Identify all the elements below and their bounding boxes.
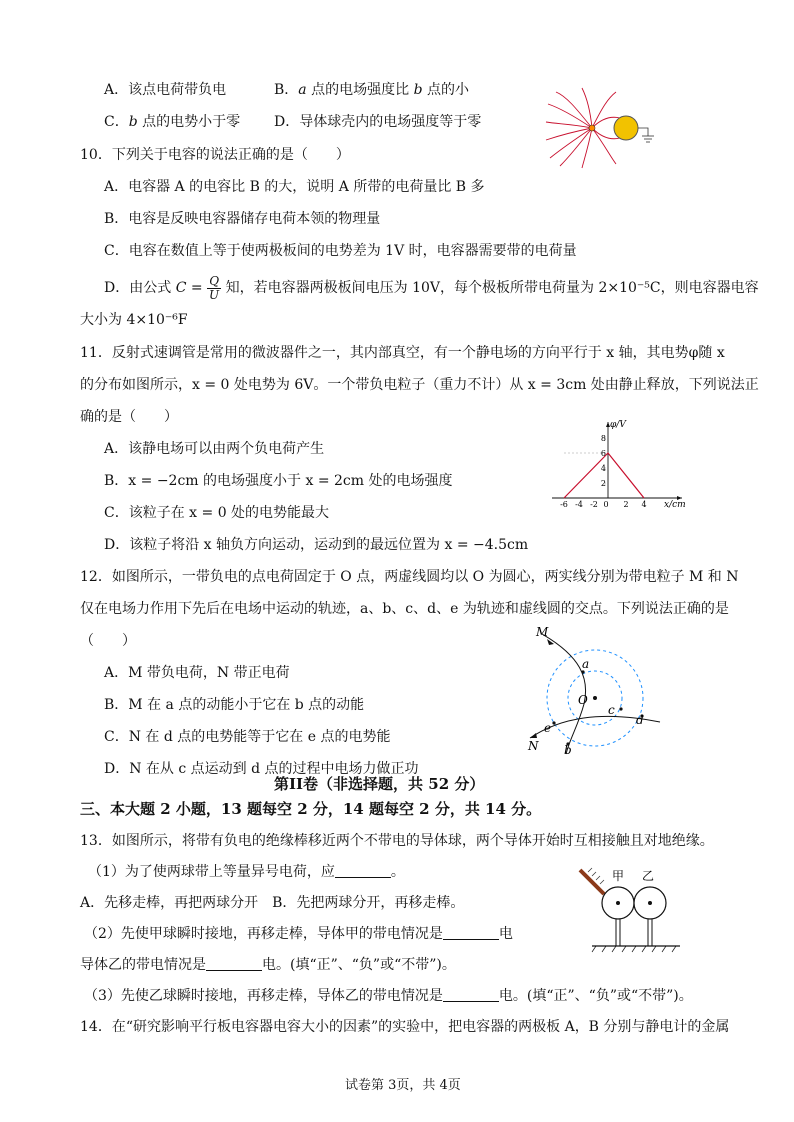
q9-option-d: D．导体球壳内的电场强度等于零 [274,114,482,130]
capacitance-fraction: $\frac{Q}{U}$ [209,273,220,302]
q13-part2-blank-b[interactable] [206,956,262,971]
intersection-points [552,670,643,745]
q12-stem-line3: （ ） [80,633,136,649]
ground-wire [638,128,648,136]
x-tick-neg4: -4 [575,500,583,509]
q14-stem: 14．在“研究影响平行板电容器电容大小的因素”的实验中，把电容器的两极板 A，B 分别与静电计的金属 [80,1019,730,1035]
q10-option-b: B．电容是反映电容器储存电荷本领的物理量 [104,211,381,227]
q11-stem-line1: 11．反射式速调管是常用的微波器件之一，其内部真空，有一个静电场的方向平行于 x 轴，其电势φ随 x [80,345,725,361]
q13-part2: （2）先使甲球瞬时接地，再移走棒，导体甲的带电情况是 电 [84,926,513,942]
label-m: M [536,625,549,639]
q10-option-d-continued: 大小为 4×10⁻⁶F [80,312,188,328]
label-yi: 乙 [642,869,655,883]
label-e: e [544,721,552,735]
y-tick-8: 8 [600,434,606,443]
q9-option-a: A．该点电荷带负电 [104,82,227,98]
q13-part3-blank[interactable] [443,987,499,1002]
q11-potential-graph [544,418,694,508]
point-charge [589,125,595,131]
y-tick-4: 4 [600,464,606,473]
charged-rod [580,870,604,894]
x-tick-neg2: -2 [590,500,598,509]
x-tick-neg6: -6 [560,500,568,509]
q13-part1-blank[interactable] [335,863,391,878]
q12-option-a: A．M 带负电荷，N 带正电荷 [104,665,290,681]
q12-option-d: D．N 在从 c 点运动到 d 点的过程中电场力做正功 [104,761,419,777]
label-d: d [636,713,644,727]
field-lines [546,88,620,168]
page-footer: 试卷第 3页，共 4页 [345,1078,461,1093]
q12-option-c: C．N 在 d 点的电势能等于它在 e 点的电势能 [104,729,391,745]
q11-stem-line3: 确的是（ ） [80,409,178,425]
n-arrow [530,733,537,738]
q12-stem-line1: 12．如图所示，一带负电的点电荷固定于 O 点，两虚线圆均以 O 为圆心，两实线分别为带电粒子 M 和 N [80,569,739,585]
center-charge-dot [593,696,597,700]
q13-part1: （1）为了使两球带上等量异号电荷，应 。 [88,864,405,880]
m-arrow [547,639,554,645]
q13-options: A．先移走棒，再把两球分开 B．先把两球分开，再移走棒。 [80,895,465,911]
section-2-title: 第II卷（非选择题，共 52 分） [274,775,485,793]
y-tick-2: 2 [600,479,606,488]
y-tick-labels [601,434,606,488]
x-tick-0: 0 [603,500,609,509]
q12-trajectory-figure [520,626,670,756]
q11-option-b: B．x = −2cm 的电场强度小于 x = 2cm 处的电场强度 [104,473,453,489]
ground-symbol [642,136,654,142]
q12-stem-line2: 仅在电场力作用下先后在电场中运动的轨迹，a、b、c、d、e 为轨迹和虚线圆的交点。下列说法正确的是 [80,601,729,617]
q9-option-c: C．b 点的电势小于零 [104,114,241,130]
label-b: b [564,743,572,757]
label-jia: 甲 [612,869,625,883]
sphere-yi-center [648,901,652,905]
x-tick-4: 4 [641,500,647,509]
q11-option-d: D．该粒子将沿 x 轴负方向运动，运动到的最远位置为 x = −4.5cm [104,537,529,553]
q11-option-a: A．该静电场可以由两个负电荷产生 [104,441,325,457]
q12-option-b: B．M 在 a 点的动能小于它在 b 点的动能 [104,697,365,713]
sphere-jia-center [616,901,620,905]
label-a: a [582,657,590,671]
q13-part2-cont: 导体乙的带电情况是 电。(填“正”、“负”或“不带”)。 [80,957,456,973]
q11-stem-line2: 的分布如图所示，x = 0 处电势为 6V。一个带负电粒子（重力不计）从 x = 3cm 处由静止释放，下列说法正 [80,377,759,393]
x-axis-label: x/cm [664,500,686,510]
q13-part3: （3）先使乙球瞬时接地，再移走棒，导体乙的带电情况是 电。(填“正”、“负”或“不带”)。 [84,988,693,1004]
q10-option-c: C．电容在数值上等于使两极板间的电势差为 1V 时，电容器需要带的电荷量 [104,243,577,259]
x-tick-labels [560,500,646,509]
base-hatching [592,946,676,952]
q13-part2-blank-a[interactable] [443,925,499,940]
y-axis-label: φ/V [610,420,626,430]
y-tick-6: 6 [600,449,606,458]
section-3-title: 三、本大题 2 小题，13 题每空 2 分，14 题每空 2 分，共 14 分。 [80,800,542,818]
q11-option-c: C．该粒子在 x = 0 处的电势能最大 [104,505,330,521]
q13-stem: 13．如图所示，将带有负电的绝缘棒移近两个不带电的导体球，两个导体开始时互相接触且对地绝缘。 [80,833,714,849]
label-o: O [578,693,588,707]
q9-option-b: B．a 点的电场强度比 b 点的小 [274,82,469,98]
q13-spheres-figure [580,866,690,956]
q10-option-a: A．电容器 A 的电容比 B 的大，说明 A 所带的电荷量比 B 多 [104,179,485,195]
conducting-sphere [614,116,638,140]
q10-stem: 10．下列关于电容的说法正确的是（ ） [80,147,350,163]
q9-field-figure [546,88,666,168]
q10-option-d: D．由公式 C = $\frac{Q}{U}$ 知，若电容器两极板间电压为 10V，每个极板所带电荷量为 2×10⁻⁵C，则电容器电容 [104,273,759,302]
label-n: N [528,739,539,753]
x-tick-2: 2 [623,500,629,509]
potential-curve [564,453,644,498]
label-c: c [608,703,615,717]
